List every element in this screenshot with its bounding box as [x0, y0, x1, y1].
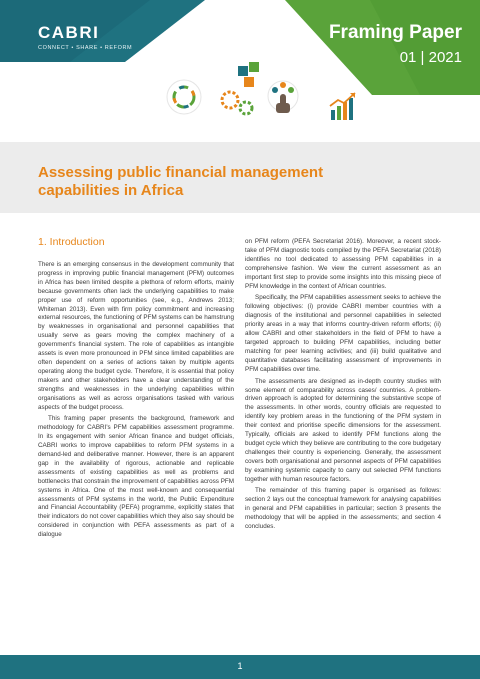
- section-heading: 1. Introduction: [38, 236, 105, 248]
- page-number: 1: [237, 661, 243, 671]
- paragraph: There is an emerging consensus in the development community that progress in improving public financial management (PFM) outcomes in Africa has been limited despite a plethora of reform efforts, mainly because governments often lack the underlying capabilities to make proper use of reform opportunities (see, e.g., Andrews 2013; Whiteman 2013). Even with firm policy commitment and increasing external resources, the functioning of PFM systems can be hamstrung by weaknesses in organisational and personnel capabilities that usually serve as gears moving the complex machinery of a government's financial system. The role of capabilities as intangible assets is even more pronounced in PFM since limited capabilities are often dependent on a series of actions taken by multiple agents operating along the budget cycle. Therefore, it is essential that policy makers and other stakeholders have a clear understanding of the strengths and weaknesses in the underlying capabilities within organisations as well as across organisations tasked with various aspects of the budget process.: [38, 261, 234, 411]
- logo-name: CABRI: [38, 23, 100, 42]
- header-graphic: [0, 0, 480, 140]
- header-banner: [0, 0, 480, 140]
- document-title: Assessing public financial management capabilities in Africa: [38, 164, 324, 199]
- right-column: [245, 238, 441, 535]
- cabri-logo: [38, 23, 132, 51]
- issue-number: 01 | 2021: [399, 49, 462, 66]
- cycle-icon: [167, 80, 201, 114]
- logo-tagline: CONNECT • SHARE • REFORM: [38, 45, 133, 51]
- framing-paper-label: Framing Paper: [328, 22, 462, 43]
- paragraph: This framing paper presents the background, framework and methodology for CABRI's PFM capabilities assessment programme. In its engagement with senior African finance and budget officials, CABRI works to improve capabilities to reform PFM systems in a demand-led and deliberative manner. However, there is an apparent gap in the availability of rigorous, actionable and replicable assessments of existing capabilities as well as problems and bottlenecks that constrain the improvement of capabilities across PFM systems in Africa. One of the most well-known and consequential assessments of PFM systems in the world, the Public Expenditure and Financial Accountability (PEFA) programme, explicitly states that their indicators do not cover capabilities which they also say should be considered in conjunction with PEFA assessments as part of a dialogue: [38, 415, 234, 539]
- paragraph: The remainder of this framing paper is organised as follows: section 2 lays out the conceptual framework for analysing capabilities in general and PFM capabilities in particular; section 3 presents the methodology that will be applied in the assessments; and section 4 concludes.: [245, 487, 441, 531]
- left-column: [38, 236, 234, 543]
- paragraph: The assessments are designed as in-depth country studies with some element of comparability across cases/ countries. A problem-driven approach is adopted for determining the substantive scope of the assessments. In other words, country officials are requested to identify key problem areas in the functioning of the PFM system in their context and prioritise specific dimensions for the assessment. Typically, officials are asked to identify PFM functions along the budget cycle which they believe are contributing to the core budgetary challenges their country is experiencing. Generally, the assessment covers both organisational and personnel aspects of PFM capabilities by examining systemic capacity to carry out selected PFM functions together with human resource factors.: [245, 377, 441, 483]
- footer-bar: [0, 655, 480, 679]
- paragraph: on PFM reform (PEFA Secretariat 2016). Moreover, a recent stock-take of PFM diagnostic tools compiled by the PEFA Secretariat (2018) identifies no tool dedicated to assessing PFM capabilities in a comprehensive fashion. We view the current assessment as an important first step to provide some insights into this missing piece of PFM knowledge in the context of African countries.: [245, 238, 441, 290]
- paragraph: Specifically, the PFM capabilities assessment seeks to achieve the following objectives: (i) provide CABRI member countries with a diagnosis of the institutional and personnel capabilities in selected priority areas in a way that informs country-driven reform efforts; (ii) allow CABRI and other stakeholders in the field of PFM to have a targeted approach to building PFM capabilities, including better matching for peer learning activities; and (iii) build qualitative and quantitative databases facilitating assessment of improvements in PFM capabilities over time.: [245, 294, 441, 373]
